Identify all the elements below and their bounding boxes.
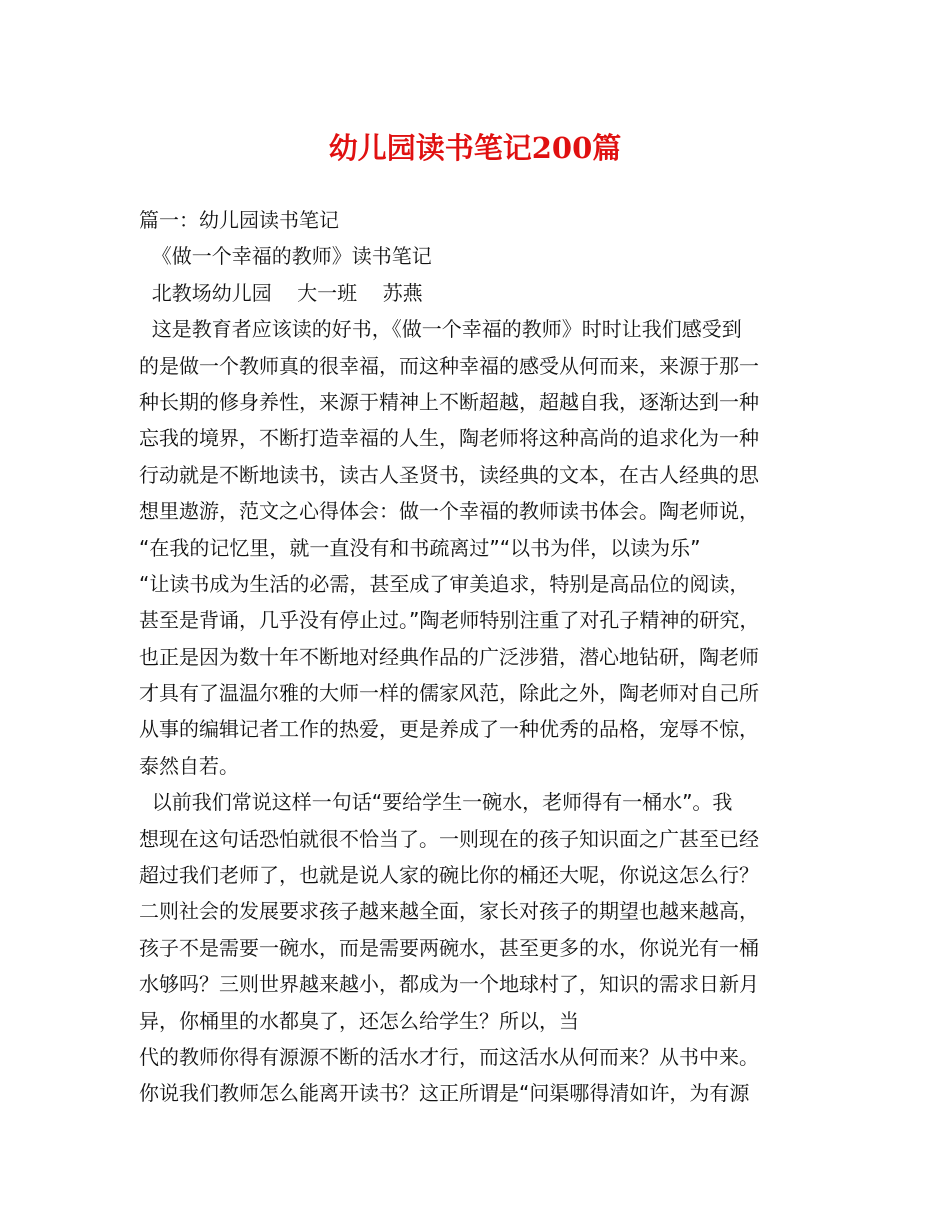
text-line: 异，你桶里的水都臭了，还怎么给学生？所以，当: [139, 1008, 579, 1033]
text-line: 甚至是背诵，几乎没有停止过。”陶老师特别注重了对孔子精神的研究，: [139, 608, 760, 633]
text-line: 这是教育者应该读的好书，《做一个幸福的教师》时时让我们感受到: [139, 317, 742, 342]
text-line: 《做一个幸福的教师》读书笔记: [139, 244, 432, 269]
text-line: 种长期的修身养性，来源于精神上不断超越，超越自我，逐渐达到一种: [139, 389, 759, 414]
text-line: 以前我们常说这样一句话“要给学生一碗水，老师得有一桶水”。我: [139, 790, 733, 815]
text-line: 北教场幼儿园 大一班 苏燕: [139, 280, 423, 305]
text-line: 想里遨游，范文之心得体会：做一个幸福的教师读书体会。陶老师说，: [139, 499, 759, 524]
text-line: “在我的记忆里，就一直没有和书疏离过”“以书为伴，以读为乐”: [139, 535, 701, 560]
text-line: 超过我们老师了，也就是说人家的碗比你的桶还大呢，你说这怎么行？: [139, 863, 759, 888]
text-line: 从事的编辑记者工作的热爱，更是养成了一种优秀的品格，宠辱不惊，: [139, 717, 759, 742]
text-line: 篇一：幼儿园读书笔记: [139, 208, 339, 232]
text-line: 孩子不是需要一碗水，而是需要两碗水，甚至更多的水，你说光有一桶: [139, 935, 759, 960]
text-line: 二则社会的发展要求孩子越来越全面，家长对孩子的期望也越来越高，: [139, 899, 759, 924]
text-line: 忘我的境界，不断打造幸福的人生，陶老师将这种高尚的追求化为一种: [139, 426, 759, 451]
text-line: 行动就是不断地读书，读古人圣贤书，读经典的文本，在古人经典的思: [139, 462, 759, 487]
text-line: 代的教师你得有源源不断的活水才行，而这活水从何而来？从书中来。: [139, 1044, 759, 1069]
document-title: 幼儿园读书笔记200篇: [328, 131, 622, 165]
text-line: 也正是因为数十年不断地对经典作品的广泛涉猎，潜心地钻研，陶老师: [139, 644, 759, 669]
text-line: 想现在这句话恐怕就很不恰当了。一则现在的孩子知识面之广甚至已经: [139, 826, 759, 851]
text-line: 泰然自若。: [139, 753, 239, 778]
text-line: 你说我们教师怎么能离开读书？这正所谓是“问渠哪得清如许，为有源: [139, 1081, 750, 1106]
text-line: 的是做一个教师真的很幸福，而这种幸福的感受从何而来，来源于那一: [139, 353, 759, 378]
document-body: [139, 202, 829, 1112]
text-line: “让读书成为生活的必需，甚至成了审美追求，特别是高品位的阅读，: [139, 571, 750, 596]
text-line: 才具有了温温尔雅的大师一样的儒家风范，除此之外，陶老师对自己所: [139, 681, 759, 706]
text-line: 水够吗？三则世界越来越小，都成为一个地球村了，知识的需求日新月: [139, 972, 759, 997]
